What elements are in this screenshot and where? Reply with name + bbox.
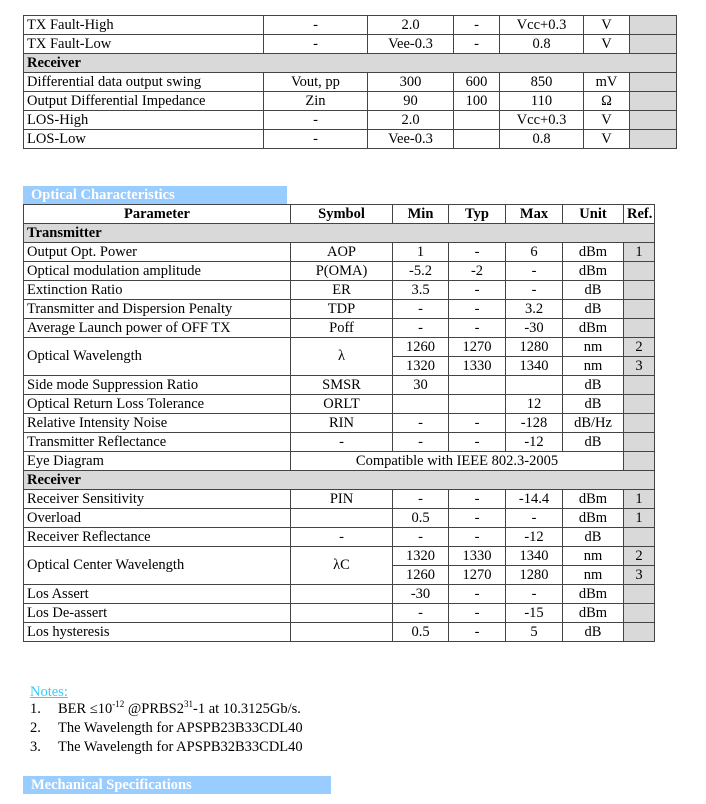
param-name: LOS-High [24,111,264,130]
note-superscript: 31 [184,699,193,709]
param-ref [624,604,655,623]
param-name: Output Opt. Power [24,243,291,262]
param-symbol: λ [291,338,393,376]
param-min: - [393,433,449,452]
param-min: - [393,319,449,338]
param-min: - [393,528,449,547]
param-unit: dB [563,528,624,547]
param-symbol: AOP [291,243,393,262]
param-ref [624,300,655,319]
param-unit: dB [563,300,624,319]
param-ref [624,395,655,414]
param-name: Differential data output swing [24,73,264,92]
param-ref: 1 [624,243,655,262]
param-name: Receiver Sensitivity [24,490,291,509]
param-symbol: - [264,111,368,130]
param-max: 1280 [506,338,563,357]
mechanical-specifications-heading: Mechanical Specifications [23,776,331,794]
param-symbol: PIN [291,490,393,509]
param-min: 2.0 [368,16,454,35]
param-ref [624,585,655,604]
param-name: Optical Return Loss Tolerance [24,395,291,414]
note-number: 1. [30,701,41,717]
param-ref: 2 [624,338,655,357]
param-typ: 1270 [449,338,506,357]
note-superscript: -12 [112,699,125,709]
param-max: 3.2 [506,300,563,319]
param-ref [630,130,677,149]
param-name: Transmitter Reflectance [24,433,291,452]
param-min: 1260 [393,338,449,357]
param-symbol: ER [291,281,393,300]
param-typ: 100 [454,92,500,111]
param-max: Vcc+0.3 [500,16,584,35]
param-max: - [506,262,563,281]
param-typ: - [454,16,500,35]
param-typ: 600 [454,73,500,92]
param-ref [630,73,677,92]
param-ref [624,452,655,471]
param-typ [454,130,500,149]
param-typ: - [449,281,506,300]
param-symbol: SMSR [291,376,393,395]
param-ref: 3 [624,357,655,376]
param-min: - [393,490,449,509]
param-typ: - [449,414,506,433]
param-symbol [291,604,393,623]
param-unit: V [584,130,630,149]
param-unit: dBm [563,319,624,338]
param-min: 0.5 [393,509,449,528]
param-unit: nm [563,547,624,566]
table-row [24,604,655,623]
param-symbol: RIN [291,414,393,433]
note-text: @PRBS2 [124,701,184,717]
table-row [24,300,655,319]
header-ref: Ref. [624,205,655,224]
param-unit: dBm [563,243,624,262]
param-value: Compatible with IEEE 802.3-2005 [291,452,624,471]
header-min: Min [393,205,449,224]
table-row [24,35,677,54]
param-symbol: - [291,528,393,547]
param-min: Vee-0.3 [368,130,454,149]
param-unit: dBm [563,490,624,509]
param-typ: 1330 [449,547,506,566]
param-ref [624,528,655,547]
param-max: -15 [506,604,563,623]
param-unit: V [584,111,630,130]
param-symbol: TDP [291,300,393,319]
section-label: Receiver [24,471,655,490]
section-label: Transmitter [24,224,655,243]
param-min: - [393,300,449,319]
table-row [24,111,677,130]
param-name: Side mode Suppression Ratio [24,376,291,395]
param-min: 3.5 [393,281,449,300]
table-row [24,338,655,357]
param-ref [630,92,677,111]
param-max: 1280 [506,566,563,585]
param-ref: 1 [624,490,655,509]
param-typ: - [449,243,506,262]
param-symbol: - [264,16,368,35]
param-name: Receiver Reflectance [24,528,291,547]
param-name: Los hysteresis [24,623,291,642]
note-number: 2. [30,720,41,736]
param-max: 1340 [506,547,563,566]
param-unit: dB [563,623,624,642]
param-typ: - [449,319,506,338]
param-max: 5 [506,623,563,642]
param-unit: dB [563,395,624,414]
table-row [24,547,655,566]
param-min: 300 [368,73,454,92]
param-symbol: Vout, pp [264,73,368,92]
param-unit: dBm [563,509,624,528]
section-label: Receiver [24,54,677,73]
header-typ: Typ [449,205,506,224]
param-symbol: P(OMA) [291,262,393,281]
param-ref [624,262,655,281]
param-name: Extinction Ratio [24,281,291,300]
electrical-table-continued [23,15,677,149]
param-name: Los Assert [24,585,291,604]
param-max: 1340 [506,357,563,376]
param-typ [449,376,506,395]
param-unit: V [584,16,630,35]
note-item [30,738,303,757]
param-typ: 1270 [449,566,506,585]
param-typ [449,395,506,414]
param-ref [624,319,655,338]
param-typ: - [449,509,506,528]
table-row [24,281,655,300]
param-unit: dB/Hz [563,414,624,433]
section-row-transmitter [24,224,655,243]
param-symbol: ORLT [291,395,393,414]
param-min: - [393,414,449,433]
param-symbol [291,623,393,642]
param-max: -128 [506,414,563,433]
param-ref [624,433,655,452]
param-ref [624,376,655,395]
param-unit: mV [584,73,630,92]
table-row [24,623,655,642]
table-row [24,376,655,395]
param-typ: - [449,528,506,547]
param-symbol: - [264,130,368,149]
param-typ: - [449,300,506,319]
table-row [24,319,655,338]
param-symbol: Zin [264,92,368,111]
param-ref: 2 [624,547,655,566]
param-typ: - [449,585,506,604]
param-name: Los De-assert [24,604,291,623]
param-min: 90 [368,92,454,111]
param-unit: nm [563,338,624,357]
param-typ: 1330 [449,357,506,376]
table-row [24,262,655,281]
param-symbol [291,509,393,528]
param-typ: - [449,490,506,509]
table-row [24,243,655,262]
header-parameter: Parameter [24,205,291,224]
param-unit: nm [563,566,624,585]
table-row [24,528,655,547]
param-typ: - [449,604,506,623]
param-min [393,395,449,414]
note-item [30,700,303,719]
table-row [24,585,655,604]
param-unit: dBm [563,604,624,623]
param-unit: dB [563,281,624,300]
param-ref: 3 [624,566,655,585]
param-unit: dB [563,376,624,395]
param-name: TX Fault-High [24,16,264,35]
param-name: Overload [24,509,291,528]
note-text: The Wavelength for APSPB32B33CDL40 [58,739,303,755]
param-max: 0.8 [500,35,584,54]
param-symbol: - [264,35,368,54]
param-max: 850 [500,73,584,92]
table-row [24,16,677,35]
optical-characteristics-table [23,204,655,642]
param-unit: nm [563,357,624,376]
param-name: Optical Wavelength [24,338,291,376]
param-min: 1320 [393,357,449,376]
param-min: 2.0 [368,111,454,130]
table-header-row [24,205,655,224]
param-max: Vcc+0.3 [500,111,584,130]
param-name: Optical modulation amplitude [24,262,291,281]
header-symbol: Symbol [291,205,393,224]
param-symbol: λC [291,547,393,585]
table-row [24,490,655,509]
note-text: The Wavelength for APSPB23B33CDL40 [58,720,303,736]
param-ref [624,414,655,433]
param-typ [454,111,500,130]
param-max: -12 [506,528,563,547]
param-min: 1 [393,243,449,262]
param-typ: - [454,35,500,54]
param-ref [630,16,677,35]
param-symbol [291,585,393,604]
notes-list [30,700,303,757]
table-row [24,509,655,528]
table-row [24,92,677,111]
param-max: -12 [506,433,563,452]
param-name: Transmitter and Dispersion Penalty [24,300,291,319]
section-row-receiver [24,54,677,73]
param-ref [624,281,655,300]
param-max [506,376,563,395]
section-row-receiver [24,471,655,490]
param-min: 30 [393,376,449,395]
param-unit: dBm [563,262,624,281]
param-ref [624,623,655,642]
param-max: - [506,509,563,528]
table-row [24,130,677,149]
note-text: BER ≤10 [58,701,113,717]
param-min: 1260 [393,566,449,585]
param-name: LOS-Low [24,130,264,149]
param-min: 1320 [393,547,449,566]
param-ref [630,111,677,130]
param-min: Vee-0.3 [368,35,454,54]
param-max: - [506,281,563,300]
note-text: -1 at 10.3125Gb/s. [193,701,301,717]
table-row [24,414,655,433]
param-symbol: - [291,433,393,452]
param-typ: -2 [449,262,506,281]
param-max: 12 [506,395,563,414]
param-symbol: Poff [291,319,393,338]
param-name: Optical Center Wavelength [24,547,291,585]
param-name: Eye Diagram [24,452,291,471]
optical-characteristics-heading: Optical Characteristics [23,186,287,204]
param-unit: dBm [563,585,624,604]
param-typ: - [449,433,506,452]
param-min: -30 [393,585,449,604]
table-row [24,73,677,92]
param-unit: V [584,35,630,54]
param-max: -30 [506,319,563,338]
note-item [30,719,303,738]
param-typ: - [449,623,506,642]
param-max: -14.4 [506,490,563,509]
param-min: 0.5 [393,623,449,642]
header-unit: Unit [563,205,624,224]
param-name: TX Fault-Low [24,35,264,54]
table-row [24,452,655,471]
param-min: -5.2 [393,262,449,281]
param-name: Output Differential Impedance [24,92,264,111]
param-max: - [506,585,563,604]
param-name: Relative Intensity Noise [24,414,291,433]
table-row [24,433,655,452]
param-max: 0.8 [500,130,584,149]
param-name: Average Launch power of OFF TX [24,319,291,338]
param-max: 110 [500,92,584,111]
param-max: 6 [506,243,563,262]
param-unit: dB [563,433,624,452]
notes-heading: Notes: [30,684,68,700]
param-ref: 1 [624,509,655,528]
param-ref [630,35,677,54]
note-number: 3. [30,739,41,755]
table-row [24,395,655,414]
header-max: Max [506,205,563,224]
param-min: - [393,604,449,623]
param-unit: Ω [584,92,630,111]
